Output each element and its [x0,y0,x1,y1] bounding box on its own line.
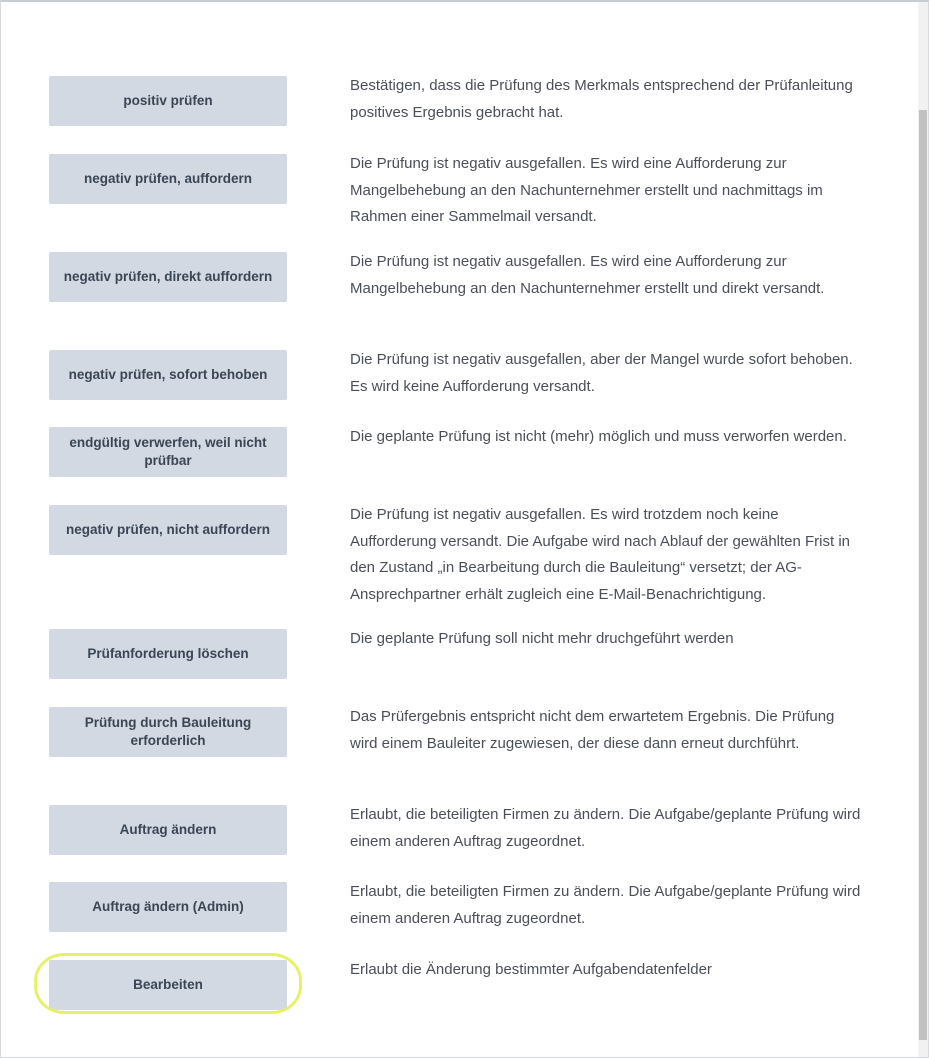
scrollbar-thumb[interactable] [919,110,927,1040]
vertical-scrollbar[interactable] [918,2,928,1057]
negativ-pruefen-nicht-auffordern-button[interactable]: negativ prüfen, nicht auffordern [49,505,287,555]
action-description: Erlaubt, die beteiligten Firmen zu ändern. Die Aufgabe/geplante Prüfung wird einem anderen Auftrag zugeordnet. [350,806,861,850]
endgueltig-verwerfen-button[interactable]: endgültig verwerfen, weil nicht prüfbar [49,427,287,477]
action-description: Erlaubt, die beteiligten Firmen zu ändern. Die Aufgabe/geplante Prüfung wird einem anderen Auftrag zugeordnet. [350,883,861,927]
action-description: Das Prüfergebnis entspricht nicht dem erwartetem Ergebnis. Die Prüfung wird einem Bauleiter zugewiesen, der diese dann erneut durchführt. [350,708,835,752]
pruefung-durch-bauleitung-button[interactable]: Prüfung durch Bauleitung erforderlich [49,707,287,757]
pruefanforderung-loeschen-button[interactable]: Prüfanforderung löschen [49,629,287,679]
action-description: Die Prüfung ist negativ ausgefallen. Es wird trotzdem noch keine Aufforderung versandt. Die Aufgabe wird nach Ablauf der gewählten Frist in den Zustand „in Bearbeitung durch die Bauleitung“ versetzt; der AG-Ansprechpartner erhält zugleich eine E-Mail-Benachrichtigung. [350,506,851,603]
action-description: Die Prüfung ist negativ ausgefallen. Es wird eine Aufforderung zur Mangelbehebung an den Nachunternehmer erstellt und direkt versandt. [350,253,825,297]
action-description: Die Prüfung ist negativ ausgefallen. Es wird eine Aufforderung zur Mangelbehebung an den Nachunternehmer erstellt und nachmittags im Rahmen einer Sammelmail versandt. [350,155,823,225]
negativ-pruefen-direkt-auffordern-button[interactable]: negativ prüfen, direkt auffordern [49,252,287,302]
negativ-pruefen-sofort-behoben-button[interactable]: negativ prüfen, sofort behoben [49,350,287,400]
positiv-pruefen-button[interactable]: positiv prüfen [49,76,287,126]
bearbeiten-button[interactable]: Bearbeiten [49,960,287,1010]
action-description: Bestätigen, dass die Prüfung des Merkmals entsprechend der Prüfanleitung positives Ergebnis gebracht hat. [350,77,853,121]
action-description: Die geplante Prüfung ist nicht (mehr) möglich und muss verworfen werden. [350,428,847,445]
auftrag-aendern-button[interactable]: Auftrag ändern [49,805,287,855]
action-description: Die geplante Prüfung soll nicht mehr druchgeführt werden [350,630,734,647]
action-description: Erlaubt die Änderung bestimmter Aufgabendatenfelder [350,961,712,978]
auftrag-aendern-admin-button[interactable]: Auftrag ändern (Admin) [49,882,287,932]
negativ-pruefen-auffordern-button[interactable]: negativ prüfen, auffordern [49,154,287,204]
action-description: Die Prüfung ist negativ ausgefallen, aber der Mangel wurde sofort behoben. Es wird keine Aufforderung versandt. [350,351,853,395]
